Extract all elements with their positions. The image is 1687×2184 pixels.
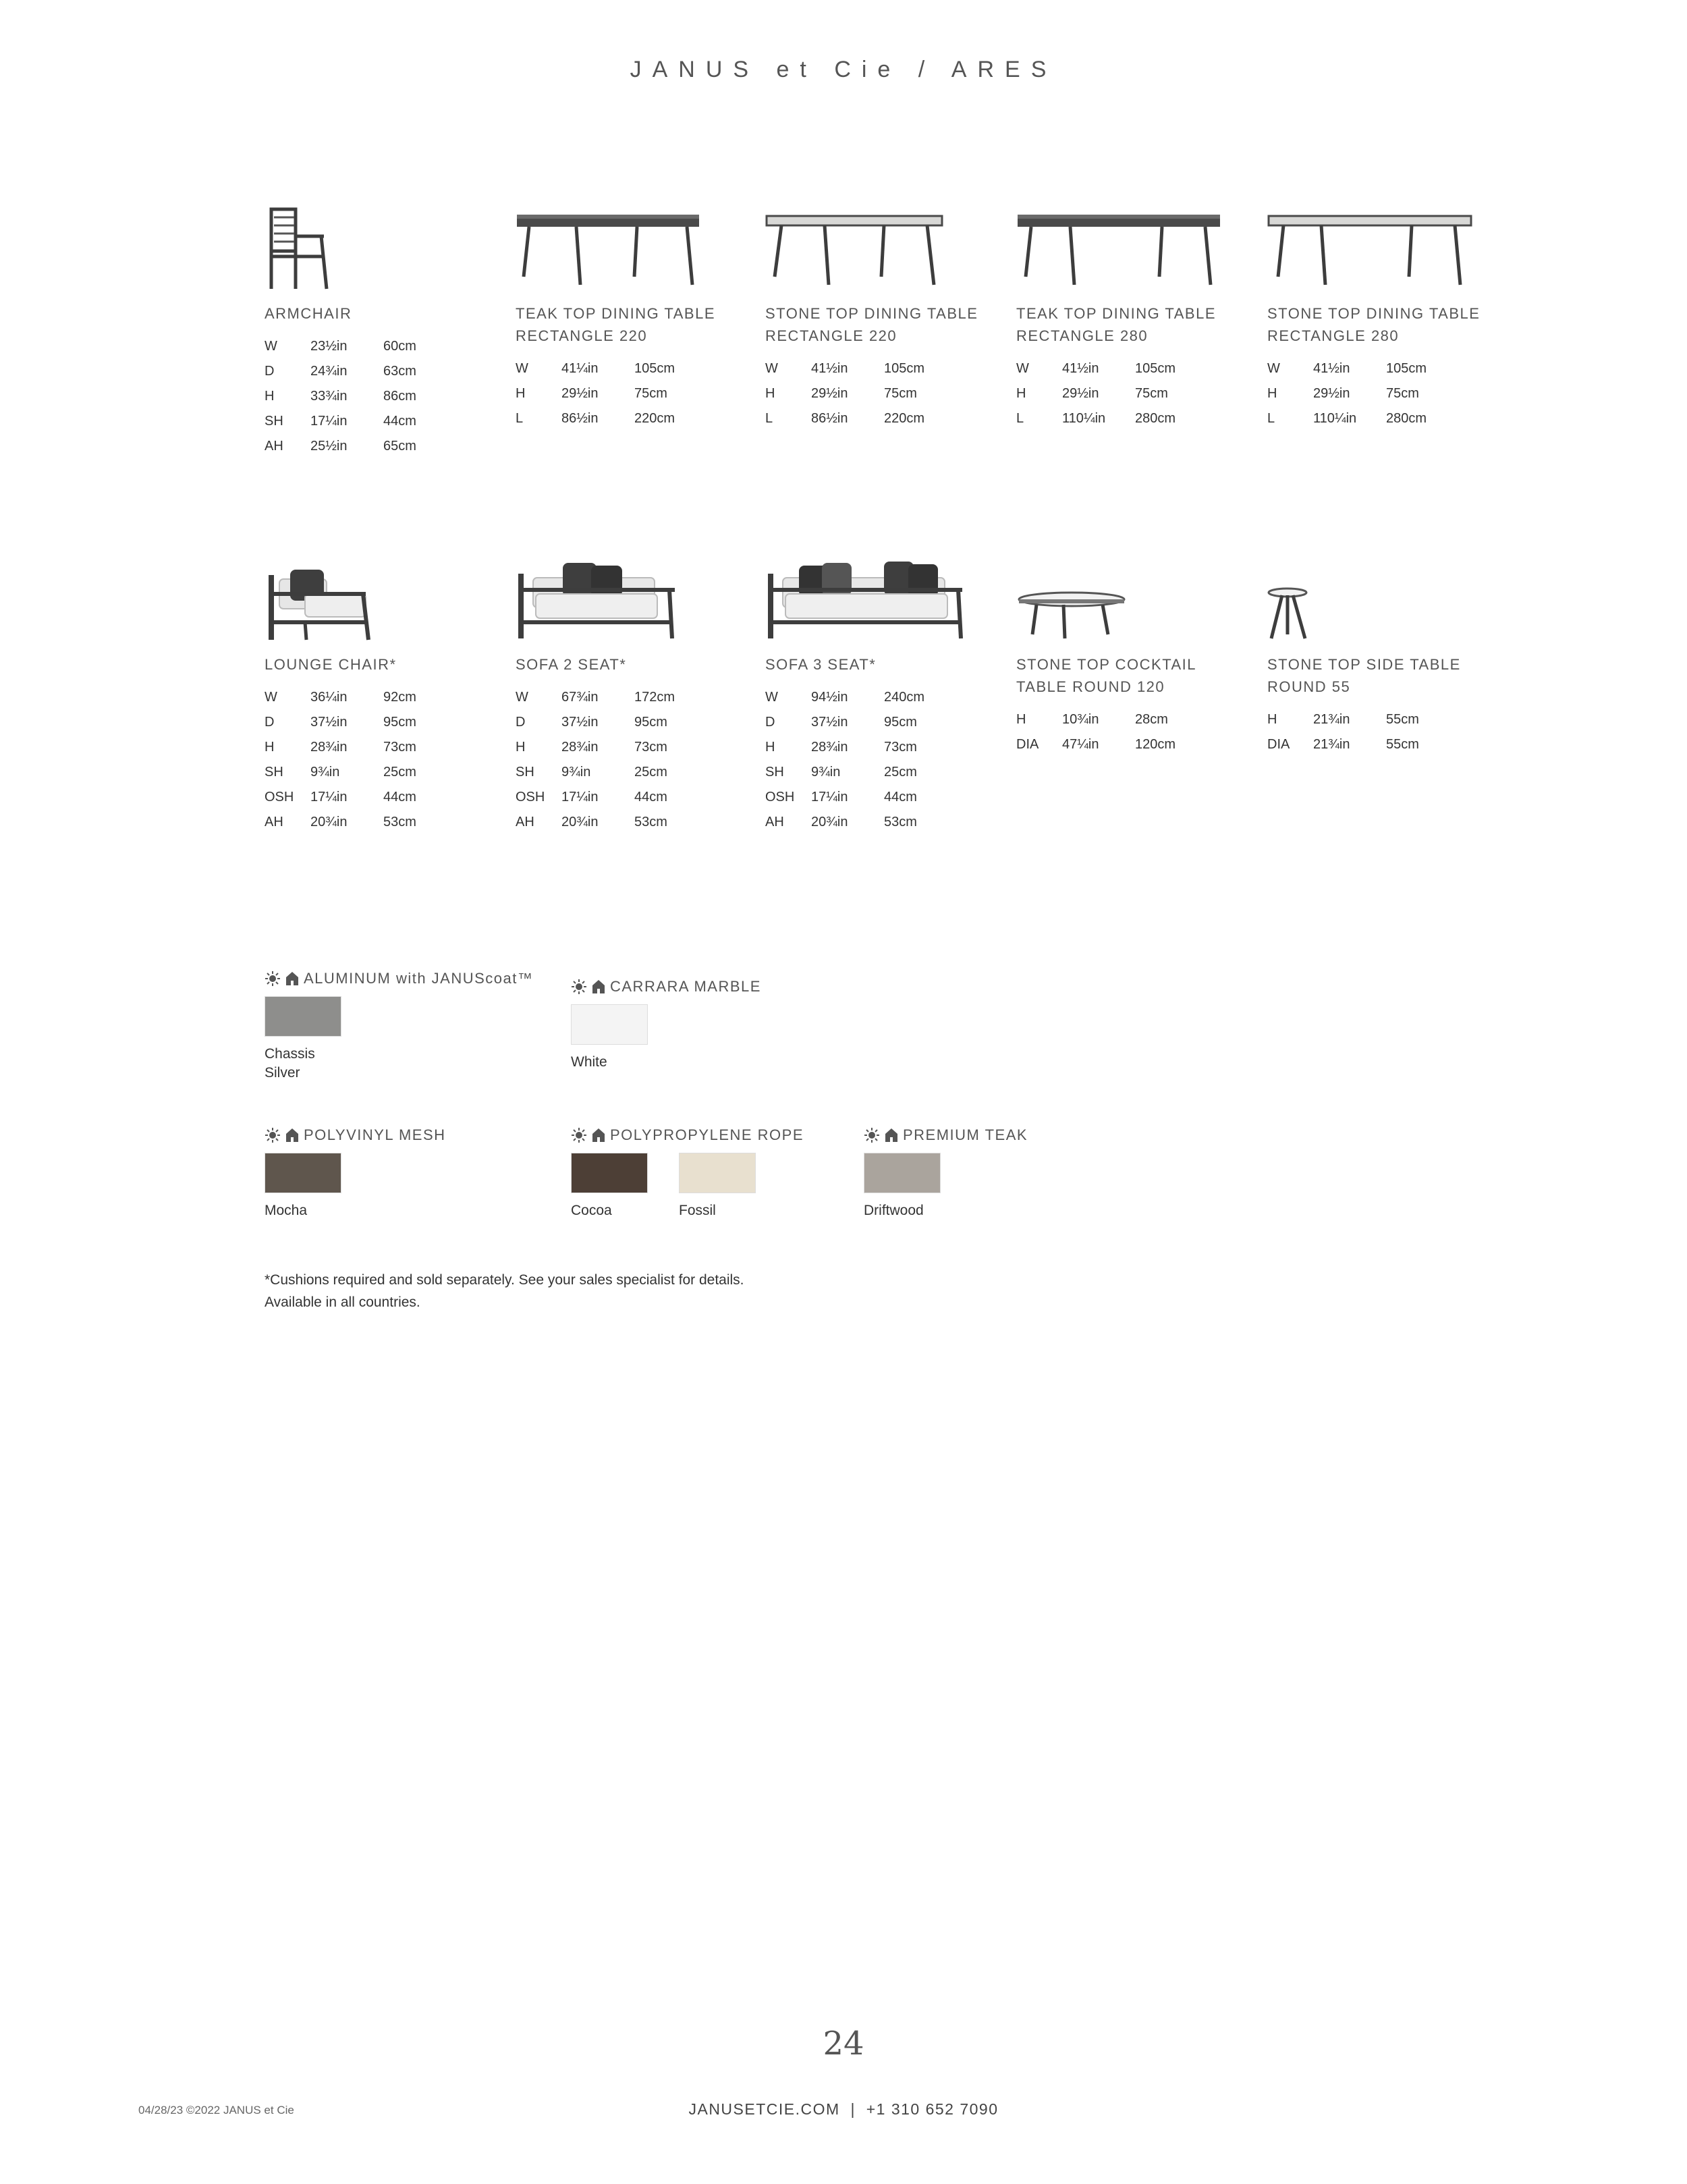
dimensions-table [1016, 707, 1246, 757]
product-name: STONE TOP COCKTAIL TABLE ROUND 120 [1016, 656, 1196, 695]
dimension-row: H 28¾in 73cm [516, 740, 667, 755]
product-cocktail-table [1016, 540, 1246, 757]
dimension-row: H 28¾in 73cm [765, 740, 917, 755]
dimension-row: SH 17¼in 44cm [265, 414, 416, 429]
dimension-row: AH 20¾in 53cm [516, 815, 667, 829]
material-premium-teak [864, 1124, 1028, 1220]
swatch-driftwood [864, 1153, 941, 1220]
material-heading: ALUMINUM with JANUScoat™ [265, 968, 533, 989]
dimensions-table [1267, 356, 1497, 431]
sun-icon [571, 979, 587, 995]
dimension-row: H 29½in 75cm [765, 386, 917, 401]
home-icon [591, 1127, 606, 1143]
dimension-row: AH 25½in 65cm [265, 439, 416, 454]
product-name: LOUNGE CHAIR* [265, 656, 397, 673]
lounge-chair-image [265, 540, 494, 641]
product-name: STONE TOP DINING TABLE RECTANGLE 220 [765, 305, 978, 344]
dimensions-table [1016, 356, 1246, 431]
swatch-cocoa [571, 1153, 648, 1220]
dimension-row: D 24¾in 63cm [265, 364, 416, 379]
dining-table-image [765, 189, 995, 290]
cocktail-table-image [1016, 540, 1246, 641]
dimensions-table [516, 356, 745, 431]
product-sofa-2-seat [516, 540, 745, 835]
dimension-row: H 10¾in 28cm [1016, 712, 1168, 727]
dimension-row: OSH 17¼in 44cm [516, 790, 667, 804]
dining-table-image [1016, 189, 1246, 290]
swatch-label: Fossil [679, 1203, 716, 1218]
dimension-row: H 29½in 75cm [1016, 386, 1168, 401]
sofa-3-seat-image [765, 540, 995, 641]
swatch-white [571, 1004, 648, 1072]
dimension-row: H 33¾in 86cm [265, 389, 416, 404]
dimension-row: W 41½in 105cm [1016, 361, 1176, 376]
sun-icon [864, 1127, 880, 1143]
swatch-label: Driftwood [864, 1203, 924, 1218]
swatch-mocha [265, 1153, 341, 1220]
material-polyvinyl-mesh [265, 1124, 446, 1220]
swatch-chip [571, 1153, 648, 1193]
swatch-label: Chassis Silver [265, 1046, 315, 1081]
swatch-chip [864, 1153, 941, 1193]
dimension-row: OSH 17¼in 44cm [765, 790, 917, 804]
footnote-cushions: *Cushions required and sold separately. See your sales specialist for details. [265, 1272, 744, 1288]
footnotes [265, 1269, 744, 1313]
swatch-label: Mocha [265, 1203, 308, 1218]
dimensions-table [765, 356, 995, 431]
swatch-label: Cocoa [571, 1203, 612, 1218]
dimensions-table [765, 685, 995, 835]
dimension-row: AH 20¾in 53cm [765, 815, 917, 829]
material-heading: POLYVINYL MESH [265, 1124, 446, 1146]
footer-contact: JANUSETCIE.COM | +1 310 652 7090 [688, 2100, 999, 2118]
dimension-row: W 41¼in 105cm [516, 361, 675, 376]
dimension-row: H 21¾in 55cm [1267, 712, 1419, 727]
swatch-chip [679, 1153, 756, 1193]
material-carrara-marble [571, 976, 761, 1072]
dimension-row: L 110¼in 280cm [1016, 411, 1176, 426]
sun-icon [571, 1127, 587, 1143]
product-name: SOFA 2 SEAT* [516, 656, 627, 673]
dimension-row: H 29½in 75cm [516, 386, 667, 401]
dimension-row: SH 9¾in 25cm [516, 765, 667, 780]
dimension-row: H 29½in 75cm [1267, 386, 1419, 401]
dimension-row: AH 20¾in 53cm [265, 815, 416, 829]
home-icon [884, 1127, 899, 1143]
dimension-row: L 86½in 220cm [765, 411, 925, 426]
dimensions-table [265, 334, 494, 459]
dimension-row: D 37½in 95cm [265, 715, 416, 730]
dimension-row: W 67¾in 172cm [516, 690, 675, 705]
dimension-row: H 28¾in 73cm [265, 740, 416, 755]
dimension-row: L 86½in 220cm [516, 411, 675, 426]
home-icon [285, 971, 300, 987]
sun-icon [265, 971, 281, 987]
sofa-2-seat-image [516, 540, 745, 641]
footnote-availability: Available in all countries. [265, 1294, 420, 1310]
dimension-row: DIA 47¼in 120cm [1016, 737, 1176, 752]
footer-date-copyright: 04/28/23 ©2022 JANUS et Cie [138, 2104, 294, 2117]
dimension-row: D 37½in 95cm [516, 715, 667, 730]
material-aluminum [265, 968, 533, 1083]
dimension-row: W 94½in 240cm [765, 690, 925, 705]
product-lounge-chair [265, 540, 494, 835]
swatch-chip [571, 1004, 648, 1045]
dimension-row: OSH 17¼in 44cm [265, 790, 416, 804]
material-polypropylene-rope [571, 1124, 804, 1220]
product-name: TEAK TOP DINING TABLE RECTANGLE 280 [1016, 305, 1216, 344]
dimensions-table [265, 685, 494, 835]
product-side-table [1267, 540, 1497, 757]
product-name: TEAK TOP DINING TABLE RECTANGLE 220 [516, 305, 715, 344]
product-stone-table-280 [1267, 189, 1497, 431]
sun-icon [265, 1127, 281, 1143]
product-stone-table-220 [765, 189, 995, 431]
material-heading: POLYPROPYLENE ROPE [571, 1124, 804, 1146]
home-icon [285, 1127, 300, 1143]
armchair-image [265, 189, 494, 290]
product-name: STONE TOP DINING TABLE RECTANGLE 280 [1267, 305, 1481, 344]
home-icon [591, 979, 606, 995]
swatch-label: White [571, 1054, 607, 1070]
page-header-title: JANUS et Cie / ARES [630, 57, 1057, 82]
dimension-row: L 110¼in 280cm [1267, 411, 1427, 426]
dimension-row: W 41½in 105cm [1267, 361, 1427, 376]
dining-table-image [516, 189, 745, 290]
product-sofa-3-seat [765, 540, 995, 835]
dimension-row: DIA 21¾in 55cm [1267, 737, 1419, 752]
swatch-chip [265, 1153, 341, 1193]
side-table-image [1267, 540, 1497, 641]
dimensions-table [1267, 707, 1497, 757]
material-heading: CARRARA MARBLE [571, 976, 761, 998]
dimension-row: SH 9¾in 25cm [265, 765, 416, 780]
product-teak-table-280 [1016, 189, 1246, 431]
product-name: SOFA 3 SEAT* [765, 656, 877, 673]
swatch-chassis-silver [265, 996, 341, 1083]
dimension-row: W 23½in 60cm [265, 339, 416, 354]
dimension-row: W 36¼in 92cm [265, 690, 416, 705]
product-name: STONE TOP SIDE TABLE ROUND 55 [1267, 656, 1461, 695]
dimension-row: D 37½in 95cm [765, 715, 917, 730]
page-number: 24 [823, 2025, 864, 2063]
product-armchair [265, 189, 494, 459]
swatch-fossil [679, 1153, 756, 1220]
product-teak-table-220 [516, 189, 745, 431]
dimension-row: W 41½in 105cm [765, 361, 925, 376]
product-name: ARMCHAIR [265, 305, 352, 322]
dimensions-table [516, 685, 745, 835]
dining-table-image [1267, 189, 1497, 290]
material-heading: PREMIUM TEAK [864, 1124, 1028, 1146]
dimension-row: SH 9¾in 25cm [765, 765, 917, 780]
swatch-chip [265, 996, 341, 1037]
